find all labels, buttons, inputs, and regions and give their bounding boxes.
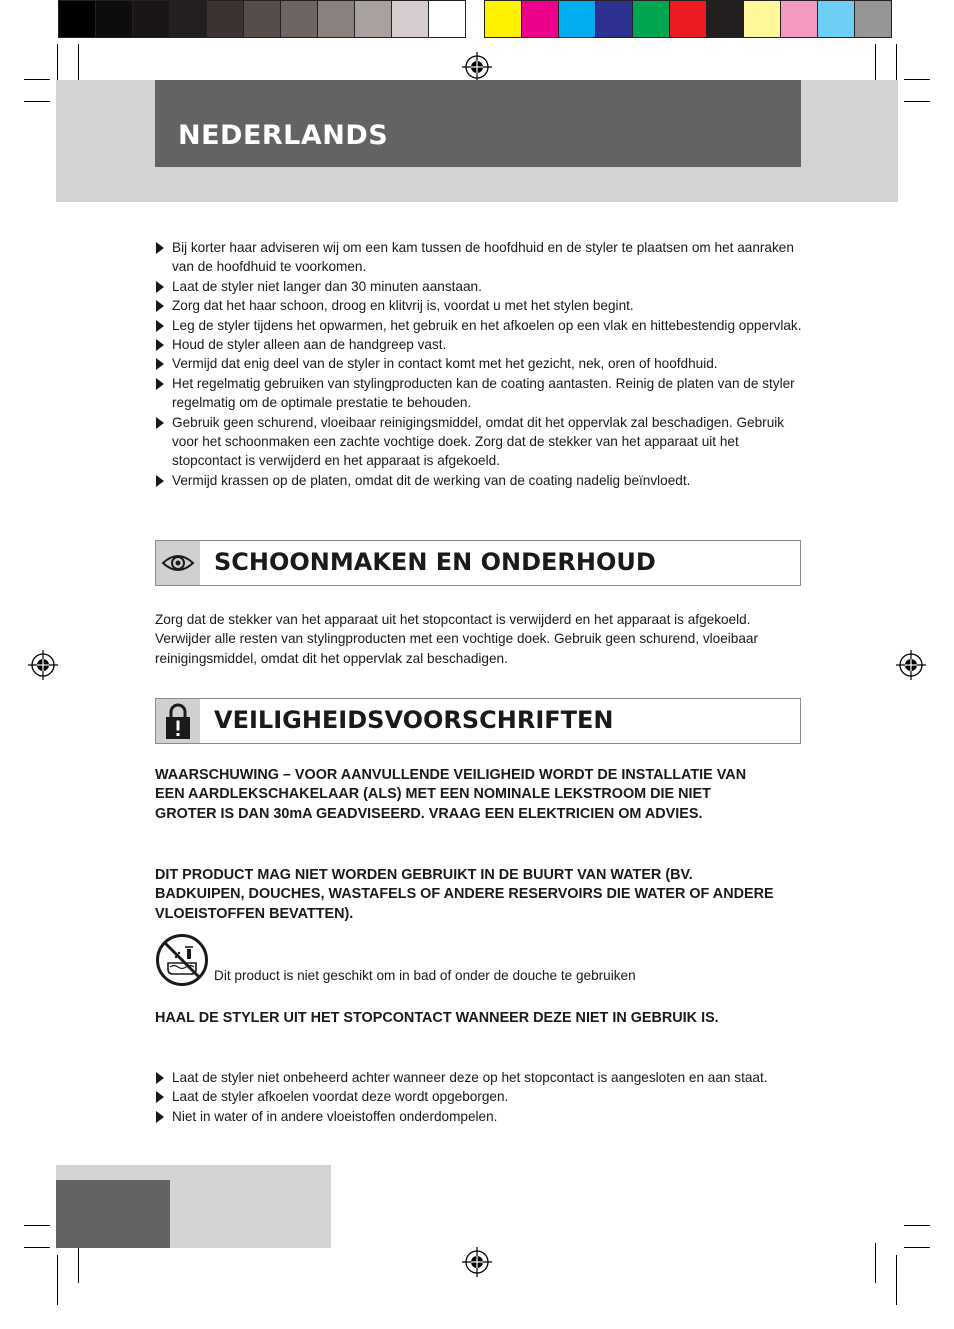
bullet-arrow-icon (156, 320, 164, 332)
list-item: Laat de styler afkoelen voordat deze wordt opgeborgen. (155, 1087, 775, 1106)
list-item: Vermijd dat enig deel van de styler in contact komt met het gezicht, nek, oren of hoofdhuid. (155, 354, 805, 373)
color-calibration-bar (484, 0, 892, 38)
registration-mark-icon (462, 52, 492, 82)
color-swatch (244, 0, 281, 38)
bullet-arrow-icon (156, 300, 164, 312)
bullet-arrow-icon (156, 1111, 164, 1123)
bullet-arrow-icon (156, 1072, 164, 1084)
color-swatch (522, 0, 559, 38)
list-item: Gebruik geen schurend, vloeibaar reinigingsmiddel, omdat dit het oppervlak zal beschadigen. Gebruik voor het schoonmaken een zachte vochtige doek. Zorg dat de stekker van het apparaat uit het stopcontact is verwijderd en het apparaat is afgekoeld. (155, 413, 805, 471)
safety-section-header (155, 698, 801, 744)
grayscale-calibration-bar (58, 0, 466, 38)
list-item: Leg de styler tijdens het opwarmen, het gebruik en het afkoelen op een vlak en hittebestendig oppervlak. (155, 316, 805, 335)
footer-box (56, 1180, 170, 1248)
list-item: Laat de styler niet onbeheerd achter wanneer deze op het stopcontact is aangesloten en aan staat. (155, 1068, 775, 1087)
list-item: Zorg dat het haar schoon, droog en klitvrij is, voordat u met het stylen begint. (155, 296, 805, 315)
color-swatch (781, 0, 818, 38)
crop-mark (57, 44, 58, 80)
padlock-warning-icon (156, 699, 200, 743)
registration-mark-icon (896, 650, 926, 680)
color-swatch (355, 0, 392, 38)
crop-mark (57, 1255, 58, 1305)
list-item: Niet in water of in andere vloeistoffen onderdompelen. (155, 1107, 775, 1126)
eye-icon (156, 541, 200, 585)
bullet-arrow-icon (156, 358, 164, 370)
safety-bullet-list (155, 1068, 775, 1126)
color-swatch (281, 0, 318, 38)
color-swatch (596, 0, 633, 38)
page-title: NEDERLANDS (178, 120, 389, 151)
color-swatch (744, 0, 781, 38)
color-swatch (429, 0, 466, 38)
crop-mark (875, 1243, 876, 1283)
crop-mark (904, 79, 930, 80)
crop-mark (24, 79, 50, 80)
crop-mark (78, 1243, 79, 1283)
cleaning-section-header (155, 540, 801, 586)
bullet-arrow-icon (156, 475, 164, 487)
registration-mark-icon (28, 650, 58, 680)
crop-mark (24, 101, 50, 102)
list-item: Vermijd krassen op de platen, omdat dit de werking van de coating nadelig beïnvloedt. (155, 471, 805, 490)
list-item: Laat de styler niet langer dan 30 minuten aanstaan. (155, 277, 805, 296)
color-swatch (207, 0, 244, 38)
color-swatch (707, 0, 744, 38)
color-swatch (484, 0, 522, 38)
section-title: VEILIGHEIDSVOORSCHRIFTEN (214, 706, 614, 734)
bullet-arrow-icon (156, 378, 164, 390)
registration-mark-icon (462, 1247, 492, 1277)
color-swatch (855, 0, 892, 38)
color-swatch (633, 0, 670, 38)
crop-mark (24, 1247, 50, 1248)
crop-mark (904, 1247, 930, 1248)
color-swatch (670, 0, 707, 38)
color-swatch (96, 0, 133, 38)
list-item: Houd de styler alleen aan de handgreep vast. (155, 335, 805, 354)
crop-mark (896, 44, 897, 80)
warning-water: DIT PRODUCT MAG NIET WORDEN GEBRUIKT IN DE BUURT VAN WATER (BV. BADKUIPEN, DOUCHES, WASTAFELS OF ANDERE RESERVOIRS DIE WATER OF ANDERE VLOEISTOFFEN BEVATTEN). (155, 867, 774, 922)
color-swatch (133, 0, 170, 38)
list-item: Het regelmatig gebruiken van stylingproducten kan de coating aantasten. Reinig de platen van de styler regelmatig om de optimale prestatie te behouden. (155, 374, 805, 413)
color-swatch (58, 0, 96, 38)
section-title: SCHOONMAKEN EN ONDERHOUD (214, 548, 656, 576)
crop-mark (904, 101, 930, 102)
bullet-arrow-icon (156, 281, 164, 293)
bullet-arrow-icon (156, 242, 164, 254)
bullet-arrow-icon (156, 1091, 164, 1103)
list-item: Bij korter haar adviseren wij om een kam tussen de hoofdhuid en de styler te plaatsen om het aanraken van de hoofdhuid te voorkomen. (155, 238, 805, 277)
no-bath-caption: Dit product is niet geschikt om in bad of onder de douche te gebruiken (214, 968, 636, 983)
color-swatch (559, 0, 596, 38)
intro-bullet-list (155, 238, 805, 490)
crop-mark (896, 1255, 897, 1305)
crop-mark (904, 1225, 930, 1226)
crop-mark (24, 1225, 50, 1226)
no-bath-icon (155, 933, 209, 987)
warning-unplug: HAAL DE STYLER UIT HET STOPCONTACT WANNEER DEZE NIET IN GEBRUIK IS. (155, 1010, 719, 1026)
cleaning-paragraph: Zorg dat de stekker van het apparaat uit het stopcontact is verwijderd en het apparaat is afgekoeld. Verwijder alle resten van stylingproducten met een vochtige doek. Gebruik geen schurend, vloeibaar reinigingsmiddel, omdat dit het oppervlak zal beschadigen. (155, 612, 759, 666)
color-swatch (392, 0, 429, 38)
color-swatch (170, 0, 207, 38)
warning-rcd: WAARSCHUWING – VOOR AANVULLENDE VEILIGHEID WORDT DE INSTALLATIE VAN EEN AARDLEKSCHAKELAAR (ALS) MET EEN NOMINALE LEKSTROOM DIE NIET GROTER IS DAN 30mA GEADVISEERD. VRAAG EEN ELEKTRICIEN OM ADVIES. (155, 767, 747, 822)
bullet-arrow-icon (156, 417, 164, 429)
color-swatch (318, 0, 355, 38)
color-swatch (818, 0, 855, 38)
bullet-arrow-icon (156, 339, 164, 351)
